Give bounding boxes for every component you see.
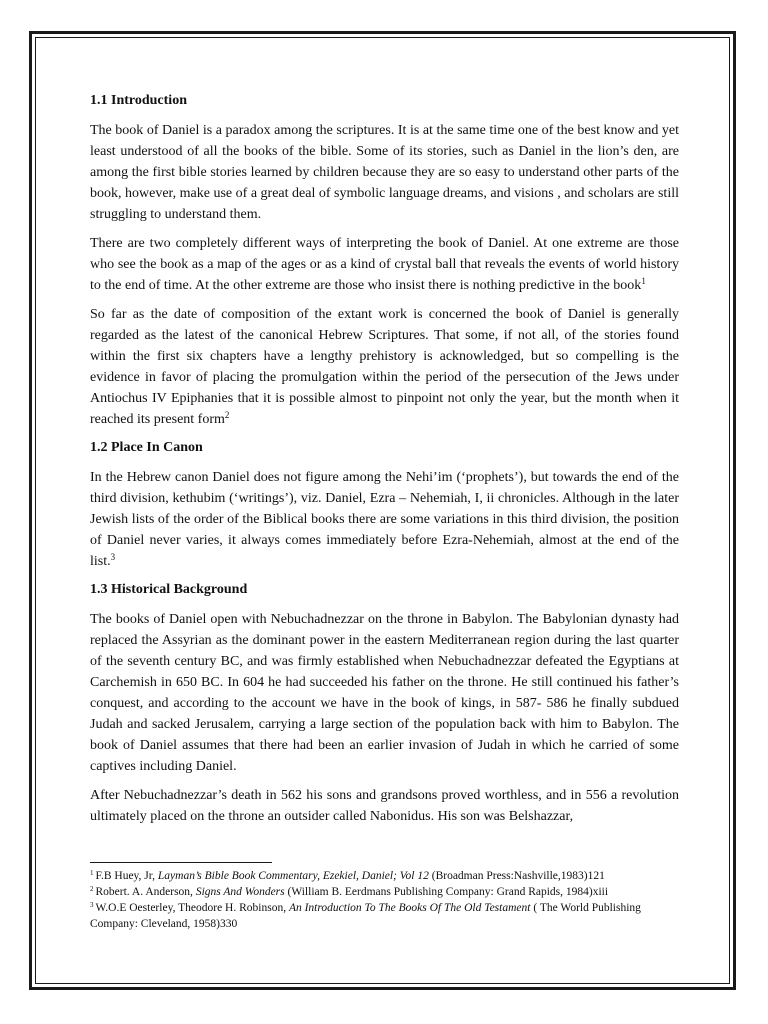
document-body: [90, 91, 679, 835]
footnote-item: $^2$ Robert. A. Anderson, Signs And Wonders (William B. Eerdmans Publishing Company: Grand Rapids, 1984)xiii: [90, 885, 609, 898]
section-heading-place-in-canon: 1.2 Place In Canon: [90, 440, 203, 455]
paragraph: So far as the date of composition of the extant work is concerned the book of Daniel is generally regarded as the latest of the canonical Hebrew Scriptures. That some, if not all, of the stories found within the first six chapters have a lengthy prehistory is acknowledged, but so compelling is the evidence in favor of placing the promulgation within the period of the persecution of the Jews under Antiochus IV Epiphanies that it is possible almost to pinpoint not only the year, but the month when it reached its present form$^2$: [90, 307, 679, 427]
paragraph: After Nebuchadnezzar’s death in 562 his sons and grandsons proved worthless, and in 556 a revolution ultimately placed on the throne an outsider called Nabonidus. His son was Belshazzar,: [90, 788, 679, 824]
section-heading-introduction: 1.1 Introduction: [90, 93, 187, 108]
footnote-separator: [90, 862, 272, 863]
footnote-item: $^3$ W.O.E Oesterley, Theodore H. Robinson, An Introduction To The Books Of The Old Testament ( The World Publishing Company: Cleveland, 1958)330: [90, 901, 641, 930]
paragraph: In the Hebrew canon Daniel does not figure among the Nehi’im (‘prophets’), but towards the end of the third division, kethubim (‘writings’), viz. Daniel, Ezra – Nehemiah, I, ii chronicles. Although in the later Jewish lists of the order of the Biblical books there are some variations in this third division, the position of Daniel never varies, it always comes immediately before Ezra-Nehemiah, almost at the end of the list.$^3$: [90, 470, 679, 569]
footnote-number: 2: [90, 885, 94, 893]
footnote-ref[interactable]: 1: [641, 276, 646, 286]
paragraph: The books of Daniel open with Nebuchadnezzar on the throne in Babylon. The Babylonian dynasty had replaced the Assyrian as the dominant power in the eastern Mediterranean region during the last quarter of the seventh century BC, and was firmly established when Nebuchadnezzar defeated the Egyptians at Carchemish in 650 BC. In 604 he had succeeded his father on the throne. He still continued his father’s conquest, and according to the account we have in the book of kings, in 587- 586 he finally subdued Judah and sacked Jerusalem, carrying a large section of the population back with him to Babylon. The book of Daniel assumes that there had been an earlier invasion of Judah in which he carried of some captives including Daniel.: [90, 612, 679, 774]
footnote-ref[interactable]: 3: [110, 552, 116, 562]
paragraph: The book of Daniel is a paradox among the scriptures. It is at the same time one of the best know and yet least understood of all the books of the bible. Some of its stories, such as Daniel in the lion’s den, are among the first bible stories learned by children because they are so easy to understand other parts of the book, however, make use of a great deal of symbolic language dreams, and visions , and scholars are still struggling to understand them.: [90, 123, 679, 222]
section-heading-historical-background: 1.3 Historical Background: [90, 582, 248, 597]
footnote-item: $^1$ F.B Huey, Jr, Layman’s Bible Book Commentary, Ezekiel, Daniel; Vol 12 (Broadman Press:Nashville,1983)121: [90, 869, 605, 882]
paragraph: There are two completely different ways of interpreting the book of Daniel. At one extreme are those who see the book as a map of the ages or as a kind of crystal ball that reveals the events of world history to the end of time. At the other extreme are those who insist there is nothing predictive in the book$^1$: [90, 236, 679, 293]
footnote-ref[interactable]: 2: [224, 410, 230, 420]
footnote-number: 1: [90, 869, 94, 877]
footnotes: [90, 868, 679, 932]
footnote-number: 3: [90, 901, 94, 909]
